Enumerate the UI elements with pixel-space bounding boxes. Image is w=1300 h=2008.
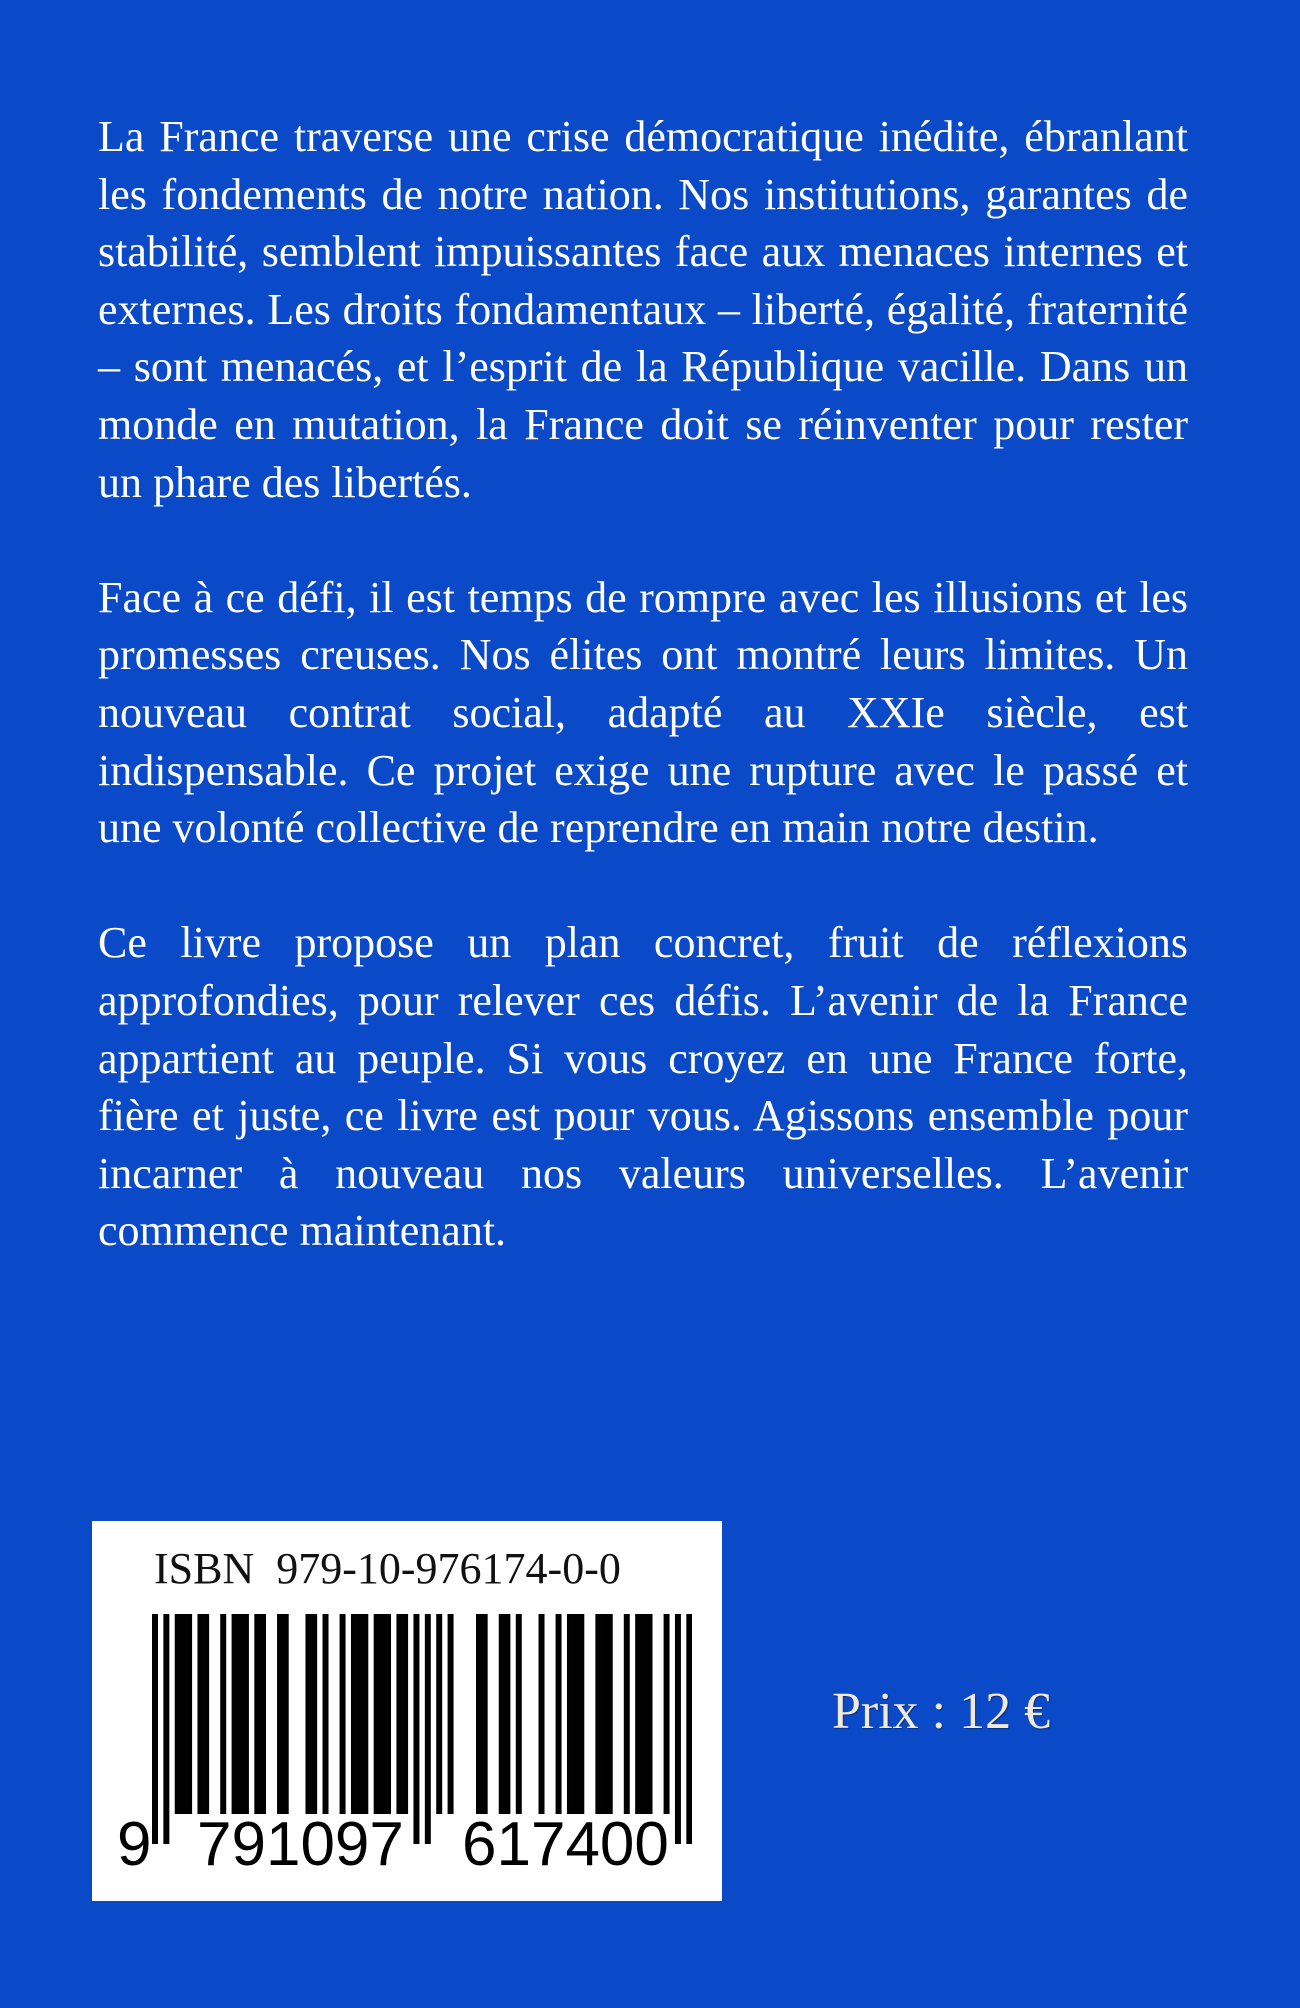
barcode-bar	[539, 1614, 545, 1814]
barcode-bar	[578, 1614, 584, 1814]
isbn-barcode-label	[92, 1521, 722, 1901]
barcode-bar	[567, 1614, 573, 1814]
barcode-bar	[277, 1614, 283, 1814]
blurb-paragraph-1: La France traverse une crise démocratique inédite, ébranlant les fondements de notre nation. Nos institutions, garantes de stabilité, semblent impuissantes face aux menaces internes et externes. Les droits fondamentaux – liberté, égalité, fraternité – sont menacés, et l’esprit de la République vacille. Dans un monde en mutation, la France doit se réinventer pour rester un phare des libertés.	[98, 112, 1188, 507]
ean-left-group: 791097	[197, 1810, 404, 1879]
barcode-bar	[664, 1614, 670, 1814]
barcode-bar	[476, 1614, 482, 1814]
barcode-bar	[305, 1614, 311, 1814]
barcode-bar	[362, 1614, 368, 1814]
barcode-bar	[448, 1614, 454, 1814]
barcode-bar	[482, 1614, 488, 1814]
back-cover-blurb	[98, 108, 1188, 1317]
barcode-bar	[573, 1614, 579, 1814]
barcode-bar	[180, 1614, 186, 1814]
barcode-bar	[311, 1614, 317, 1814]
barcode-bar	[232, 1614, 238, 1814]
barcode-bar	[624, 1614, 630, 1814]
barcode-bar	[203, 1614, 209, 1814]
blurb-paragraph-3: Ce livre propose un plan concret, fruit de réflexions approfondies, pour relever ces défis. L’avenir de la France appartient au peuple. Si vous croyez en une France forte, fière et juste, ce livre est pour vous. Agissons ensemble pour incarner à nouveau nos valeurs universelles. L’avenir commence maintenant.	[98, 918, 1188, 1256]
ean-digits	[117, 1809, 707, 1899]
barcode-bar	[197, 1614, 203, 1814]
barcode-bar	[323, 1614, 329, 1814]
barcode-bar	[601, 1614, 607, 1814]
barcode-bar	[396, 1614, 402, 1814]
isbn-number: ISBN 979-10-976174-0-0	[154, 1544, 621, 1593]
barcode-bar	[340, 1614, 346, 1814]
barcode-bar	[504, 1614, 510, 1814]
barcode-bar	[595, 1614, 601, 1814]
barcode-bar	[243, 1614, 249, 1814]
barcode-bar	[357, 1614, 363, 1814]
barcode-bar	[436, 1614, 442, 1814]
blurb-paragraph-2: Face à ce défi, il est temps de rompre avec les illusions et les promesses creuses. Nos élites ont montré leurs limites. Un nouveau contrat social, adapté au XXIe siècle, est indispensable. Ce projet exige une rupture avec le passé et une volonté collective de reprendre en main notre destin.	[98, 572, 1188, 853]
ean-first-digit: 9	[117, 1810, 152, 1879]
ean-right-group: 617400	[462, 1810, 669, 1879]
barcode-bar	[516, 1614, 522, 1814]
barcode-bar	[379, 1614, 385, 1814]
barcode-bar	[607, 1614, 613, 1814]
barcode-bar	[385, 1614, 391, 1814]
barcode-bar	[283, 1614, 289, 1814]
barcode-bar	[175, 1614, 181, 1814]
barcode-bar	[647, 1614, 653, 1814]
barcode-bar	[237, 1614, 243, 1814]
barcode-bar	[635, 1614, 641, 1814]
barcode-bar	[556, 1614, 562, 1814]
price-label: Prix : 12 €	[832, 1683, 1051, 1740]
barcode-bar	[402, 1614, 408, 1814]
barcode-bar	[220, 1614, 226, 1814]
barcode-bar	[254, 1614, 260, 1814]
barcode-bar	[260, 1614, 266, 1814]
barcode-bar	[351, 1614, 357, 1814]
barcode-bar	[641, 1614, 647, 1814]
barcode-bar	[186, 1614, 192, 1814]
barcode-bar	[499, 1614, 505, 1814]
barcode-bar	[374, 1614, 380, 1814]
